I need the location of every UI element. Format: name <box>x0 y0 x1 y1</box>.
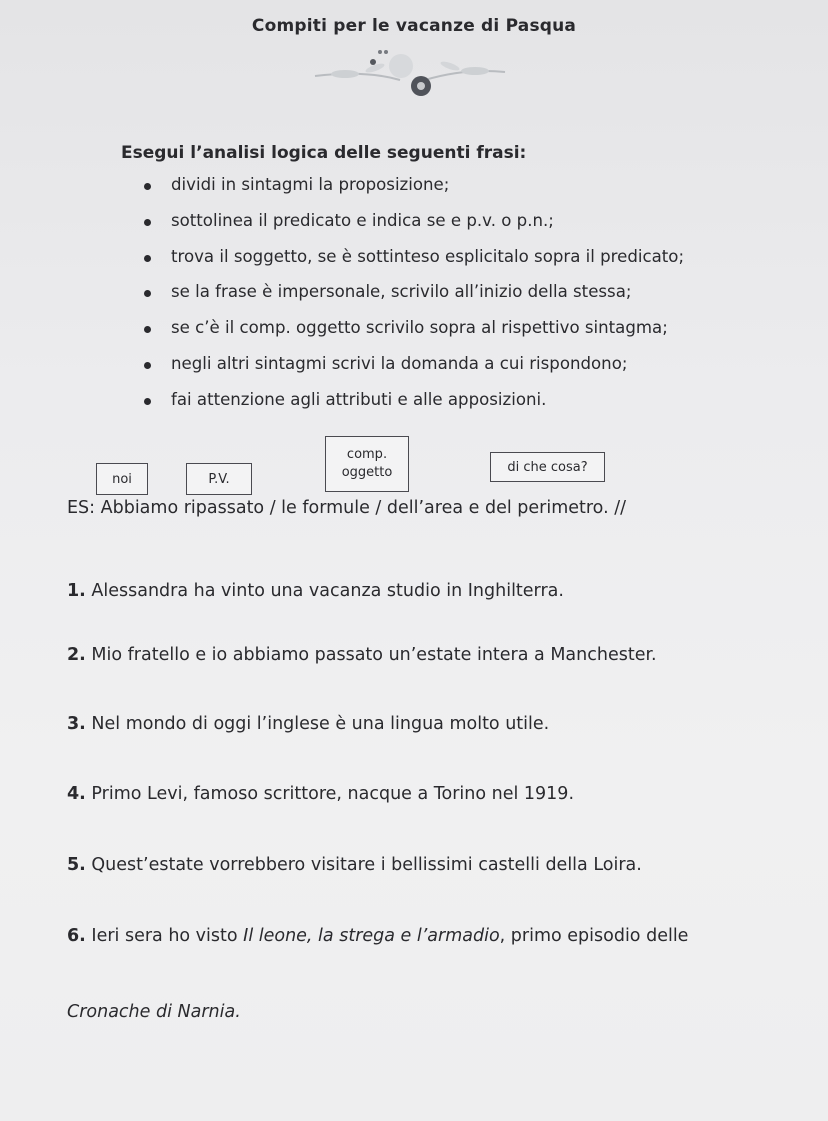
instruction-item: se c’è il comp. oggetto scrivilo sopra al rispettivo sintagma; <box>140 313 684 349</box>
sentence-text-pre: Ieri sera ho visto <box>91 926 244 946</box>
page-title: Compiti per le vacanze di Pasqua <box>251 16 577 36</box>
sentence-text: Nel mondo di oggi l’inglese è una lingua molto utile. <box>91 714 550 734</box>
sentence-number: 4. <box>67 784 86 804</box>
predicate-label-box: P.V. <box>186 463 252 495</box>
sentence-number: 6. <box>67 926 86 946</box>
sentence-text: Quest’estate vorrebbero visitare i bellissimi castelli della Loira. <box>91 855 642 875</box>
flower-ornament-icon <box>305 44 515 106</box>
exercise-heading: Esegui l’analisi logica delle seguenti frasi: <box>121 143 527 163</box>
sentence-end: . <box>235 1002 241 1022</box>
question-label-box: di che cosa? <box>490 452 605 482</box>
instruction-item: trova il soggetto, se è sottinteso esplicitalo sopra il predicato; <box>140 242 684 278</box>
book-title: Il leone, la strega e l’armadio <box>243 926 500 946</box>
sentence-number: 2. <box>67 645 86 665</box>
sentence-1 <box>67 581 564 601</box>
sentence-number: 3. <box>67 714 86 734</box>
instruction-item: se la frase è impersonale, scrivilo all’inizio della stessa; <box>140 277 684 313</box>
sentence-text: Primo Levi, famoso scrittore, nacque a Torino nel 1919. <box>91 784 575 804</box>
object-label-line2: oggetto <box>341 465 393 480</box>
sentence-3 <box>67 714 549 734</box>
instructions-list <box>140 170 684 421</box>
sentence-6-continuation <box>67 1002 241 1022</box>
instruction-item: sottolinea il predicato e indica se e p.v. o p.n.; <box>140 206 684 242</box>
object-label-box <box>325 436 409 492</box>
subject-label-box: noi <box>96 463 148 495</box>
sentence-2 <box>67 645 657 665</box>
instruction-item: negli altri sintagmi scrivi la domanda a cui rispondono; <box>140 349 684 385</box>
sentence-6 <box>67 926 688 946</box>
sentence-4 <box>67 784 574 804</box>
instruction-item: fai attenzione agli attributi e alle apposizioni. <box>140 385 684 421</box>
sentence-text: Alessandra ha vinto una vacanza studio in Inghilterra. <box>91 581 564 601</box>
instruction-item: dividi in sintagmi la proposizione; <box>140 170 684 206</box>
sentence-number: 1. <box>67 581 86 601</box>
object-label-line1: comp. <box>346 447 388 462</box>
sentence-number: 5. <box>67 855 86 875</box>
sentence-text-post: , primo episodio delle <box>499 926 689 946</box>
sentence-5 <box>67 855 642 875</box>
example-sentence: ES: Abbiamo ripassato / le formule / dell’area e del perimetro. // <box>67 498 627 518</box>
series-title: Cronache di Narnia <box>67 1002 236 1022</box>
sentence-text: Mio fratello e io abbiamo passato un’estate intera a Manchester. <box>91 645 657 665</box>
